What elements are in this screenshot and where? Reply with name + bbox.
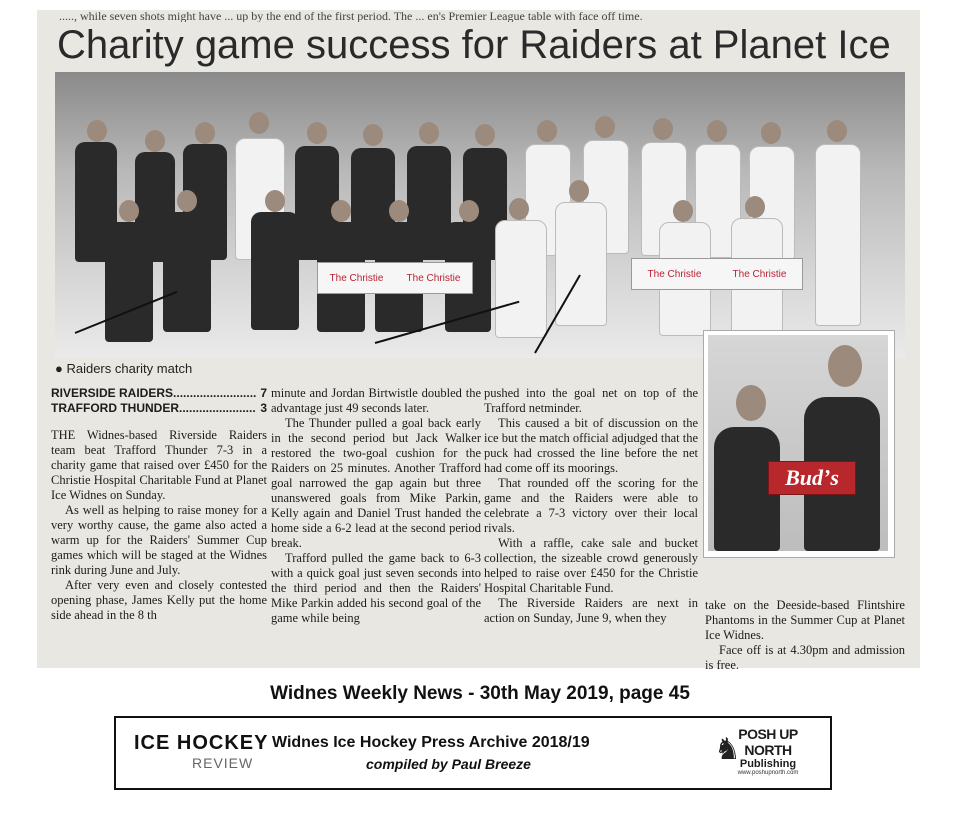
gentleman-figure-icon: ♞ [714,733,741,766]
score-line-thunder: TRAFFORD THUNDER....................... 3 [51,401,267,415]
paragraph: This caused a bit of discussion on the ice but the match official adjudged that the puck had crossed the line before the net had come off its moorings. [484,416,698,475]
paragraph: After very even and closely contested opening phase, James Kelly put the home side ahead in the 8 th [51,578,267,622]
paragraph: That rounded off the scoring for the game and the Raiders were able to celebrate a 7-3 victory over their local rivals. [484,476,698,535]
photo-caption: ● Raiders charity match [55,361,193,376]
paragraph: take on the Deeside-based Flintshire Phantoms in the Summer Cup at Planet Ice Widnes. [705,598,905,642]
paragraph: THE Widnes-based Riverside Raiders team beat Trafford Thunder 7-3 in a charity game that raised over £450 for the Christie Hospital Charitable Fund at Planet Ice Widnes on Sunday. [51,428,267,502]
paragraph: The Riverside Raiders are next in action on Sunday, June 9, when they [484,596,698,625]
archive-banner [114,716,832,790]
posh-up-north-logo: ♞ POSH UP NORTH Publishing www.poshupnorth.com [714,726,799,776]
paragraph: Trafford pulled the game back to 6-3 with a quick goal just seven seconds into the third period and then the Raiders' Mike Parkin added his second goal of the game while being [271,551,481,625]
paragraph: With a raffle, cake sale and bucket collection, the sizeable crowd generously helped to raise over £450 for the Christie Hospital Charitable Fund. [484,536,698,595]
article-headline: Charity game success for Raiders at Planet Ice [57,23,891,67]
team-photo [55,72,905,358]
inset-photo [703,330,895,558]
christie-banner-left: The Christie The Christie [317,262,473,294]
paragraph: minute and Jordan Birtwistle doubled the advantage just 49 seconds later. [271,386,481,415]
article-column-1 [51,386,267,623]
score-line-raiders: RIVERSIDE RAIDERS......................... 7 [51,386,267,400]
christie-banner-right: The Christie The Christie [631,258,803,290]
paragraph: The Thunder pulled a goal back early in the second period but Jack Walker restored the two-goal cushion for the Raiders on 25 minutes. Another Trafford goal narrowed the gap again but three unanswered goals from Mike Parkin, Kelly again and Daniel Trust handed the home side a 6-2 lead at the second period break. [271,416,481,550]
article-column-3 [484,386,698,626]
paragraph: pushed into the goal net on top of the Trafford netminder. [484,386,698,415]
prize-box: Budʼs [768,461,856,495]
archive-credit: compiled by Paul Breeze [366,756,531,772]
paragraph: As well as helping to raise money for a very worthy cause, the game also acted a warm up for the Raiders' Summer Cup games which will be staged at the Widnes rink during June and July. [51,503,267,577]
newspaper-clipping [37,10,920,672]
article-column-4 [705,598,905,673]
ice-hockey-review-logo-sub: REVIEW [192,755,254,771]
previous-article-fragment: ....., while seven shots might have ... up by the end of the first period. The ... en's Premier League table with face off time. [59,10,643,22]
archive-title: Widnes Ice Hockey Press Archive 2018/19 [272,734,590,751]
source-title: Widnes Weekly News - 30th May 2019, page 45 [270,683,690,704]
article-column-2 [271,386,481,626]
ice-hockey-review-logo: ICE HOCKEY [134,732,269,754]
paragraph: Face off is at 4.30pm and admission is free. [705,643,905,672]
